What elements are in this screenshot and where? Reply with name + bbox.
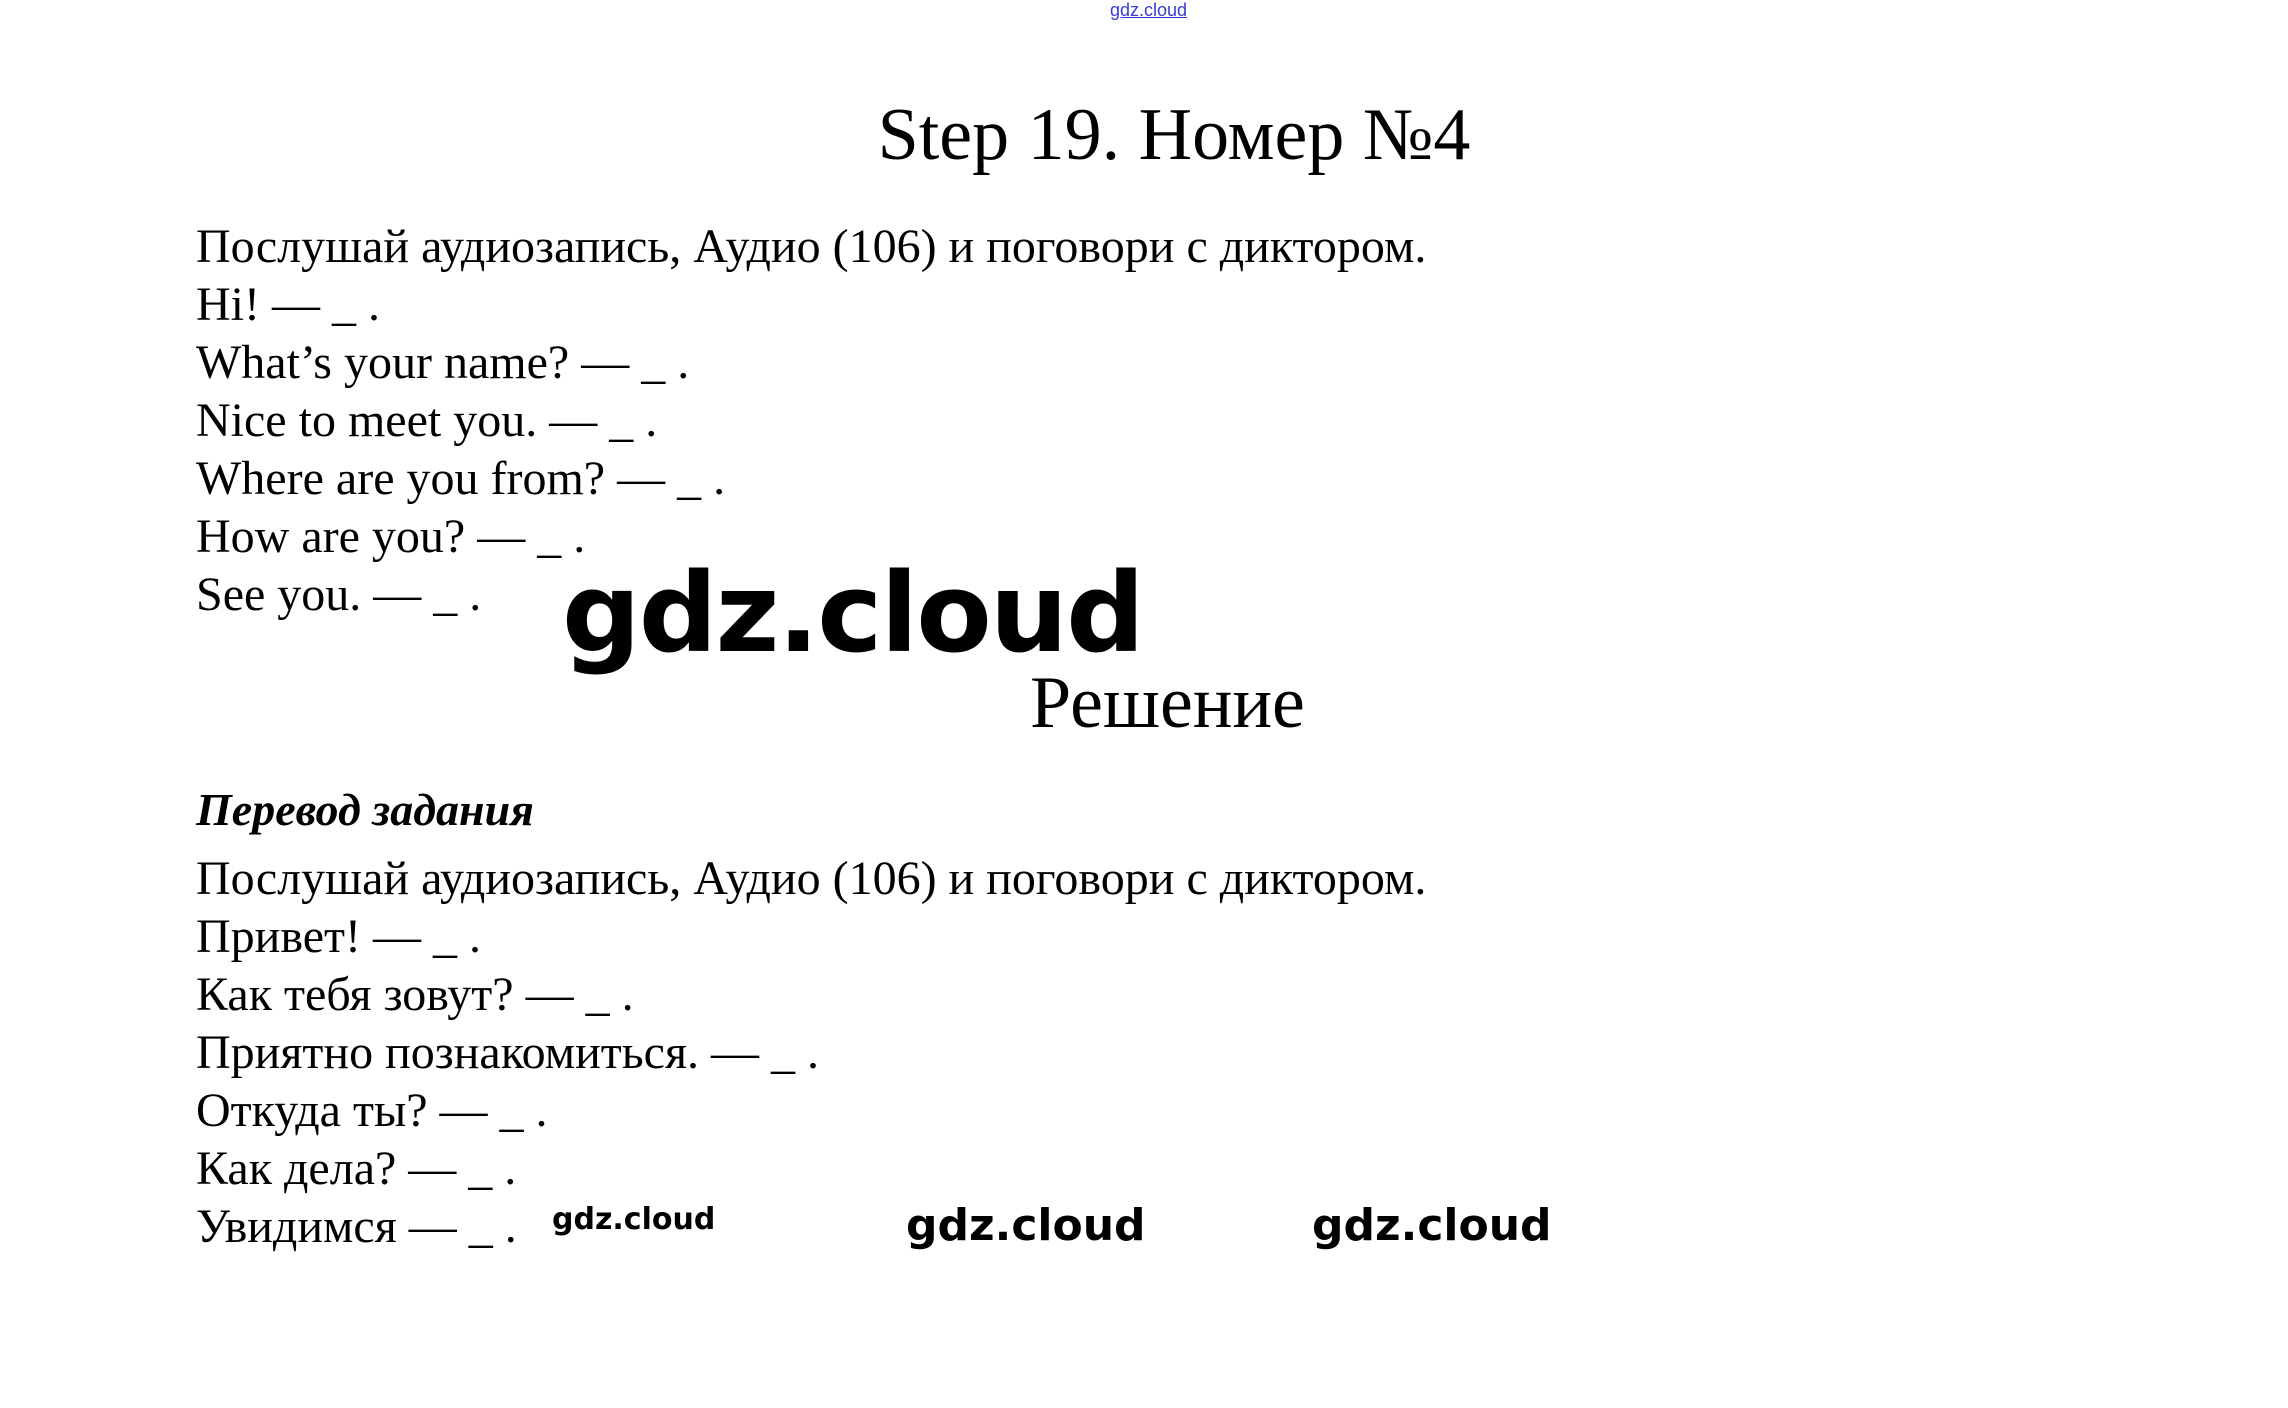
translation-block <box>196 850 1426 1256</box>
translation-heading: Перевод задания <box>196 784 534 835</box>
translation-line: Приятно познакомиться. — _ . <box>196 1026 820 1079</box>
watermark-small: gdz.cloud <box>906 1200 1146 1251</box>
task-line: See you. — _ . <box>196 568 482 621</box>
translation-line: Откуда ты? — _ . <box>196 1084 548 1137</box>
watermark-small: gdz.cloud <box>1312 1200 1552 1251</box>
task-line: Nice to meet you. — _ . <box>196 394 658 447</box>
task-line: Where are you from? — _ . <box>196 452 726 505</box>
solution-heading: Решение <box>1030 662 1305 744</box>
task-line: What’s your name? — _ . <box>196 336 690 389</box>
translation-line: Привет! — _ . <box>196 910 481 963</box>
translation-line: Увидимся — _ . <box>196 1200 517 1253</box>
translation-line: Как дела? — _ . <box>196 1142 517 1195</box>
top-watermark-link[interactable]: gdz.cloud <box>1110 0 1188 20</box>
task-instruction: Послушай аудиозапись, Аудио (106) и поговори с диктором. <box>196 220 1427 273</box>
translation-line: Как тебя зовут? — _ . <box>196 968 634 1021</box>
task-line: How are you? — _ . <box>196 510 586 563</box>
watermark-small: gdz.cloud <box>552 1202 716 1237</box>
page-title: Step 19. Номер №4 <box>877 94 1471 176</box>
task-line: Hi! — _ . <box>196 278 380 331</box>
watermark-large: gdz.cloud <box>562 549 1143 677</box>
translation-instruction: Послушай аудиозапись, Аудио (106) и поговори с диктором. <box>196 852 1427 905</box>
